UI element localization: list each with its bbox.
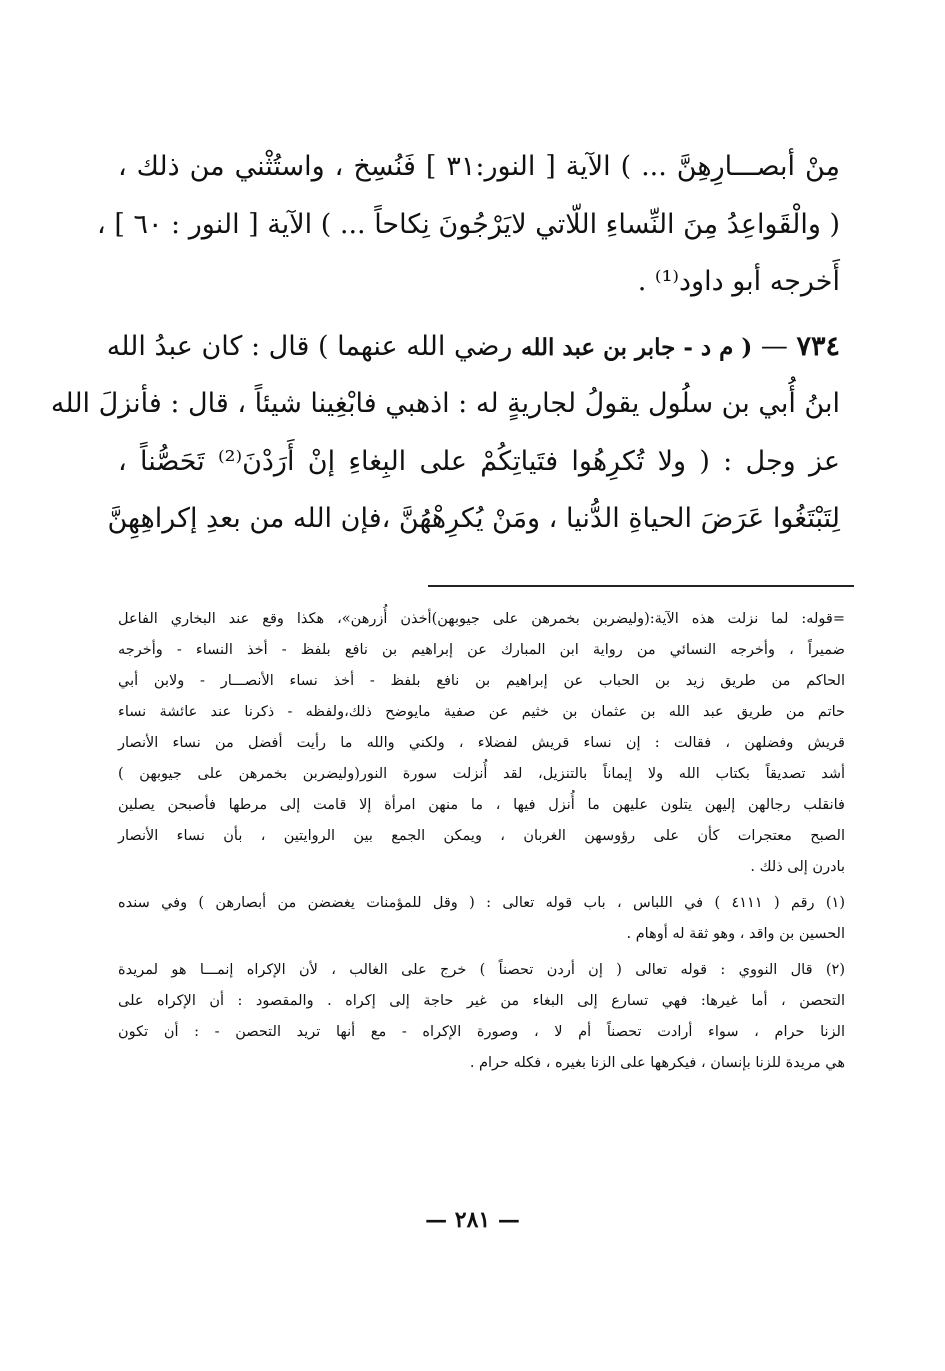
text-line: ( والْقَواعِدُ مِنَ النِّساءِ اللّاتي لايَرْجُونَ نِكاحاً ... ) الآية [ النور : ٦٠ ] ، [97, 208, 840, 240]
hadith-heading-line [106, 318, 840, 376]
footnote-1 [118, 888, 845, 950]
hadith-first-line-text: رضي الله عنهما ) قال : كان عبدُ الله [106, 330, 513, 362]
footnote-line: هي مريدة للزنا بإنسان ، فيكرهها على الزنا بغيره ، فكله حرام . [469, 1055, 845, 1071]
footnote-line: الحاكم من طريق زيد بن الحباب عن إبراهيم بن نافع بلفظ - أخذ نساء الأنصـــار - ولابن أبي [118, 673, 845, 689]
footnote-line: أشد تصديقاً بكتاب الله ولا إيماناً بالتنزيل، لقد أُنزلت سورة النور(وليضربن بخمرهن على جيوبهن ) [118, 766, 845, 782]
text-line: عز وجل : ( ولا تُكرِهُوا فتَياتِكُمْ على البِغاءِ إنْ أَرَدْنَ⁽²⁾ تَحَصُّناً ، [118, 445, 840, 477]
footnote-line: بادرن إلى ذلك . [750, 859, 845, 875]
footnote-line: (٢) قال النووي : قوله تعالى ( إن أردن تحصناً ) خرج على الغالب ، لأن الإكراه إنمـــا هو لمريدة [118, 962, 845, 978]
hadith-source-codes: ( م د - جابر بن عبد الله [521, 333, 753, 361]
text-line: أَخرجه أبو داود⁽¹⁾ . [637, 266, 840, 297]
footnote-line: قريش وفضلهن ، فقالت : إن نساء قريش لفضلاء ، ولكني والله ما رأيت أفضل من نساء الأنصار [118, 735, 845, 751]
paragraph-gap [118, 311, 840, 318]
text-line: مِنْ أبصـــارِهِنَّ ... ) الآية [ النور:٣١ ] فَنُسِخ ، واستُثْني من ذلك ، [118, 151, 840, 182]
footnote-line: فانقلب رجالهن إليهن يتلون عليهن ما أُنزل فيها ، ما منهن امرأة إلا قامت إلى مرطها فأصبحن يصلين [118, 797, 845, 813]
hadith-number: ٧٣٤ [796, 330, 840, 362]
footnote-continuation [118, 604, 845, 883]
footnote-line: ضميراً ، وأخرجه النسائي من رواية ابن المبارك عن إبراهيم بن نافع بلفظ - أخذ النساء - وأخرجه [118, 642, 845, 658]
footnote-line: حاتم من طريق عبد الله بن عثمان بن خثيم عن صفية مايوضح ذلك،ولفظه - ذكرنا عند عائشة نساء [118, 704, 845, 720]
footnote-line: =قوله: لما نزلت هذه الآية:(وليضربن بخمرهن على جيوبهن)أخذن أُزرهن»، هكذا وقع عند البخاري الفاعل [118, 611, 845, 627]
footnote-separator [428, 585, 854, 587]
text-line: ابنُ أُبي بن سلُول يقولُ لجاريةٍ له : اذهبي فابْغِينا شيئاً ، قال : فأنزلَ الله [50, 388, 840, 419]
footnote-2 [118, 955, 845, 1079]
hadith-dash: — [760, 330, 788, 362]
footnote-line: التحصن ، أما غيرها: فهي تسارع إلى البغاء من غير حاجة إلى إكراه . والمقصود : أن الإكراه على [118, 993, 845, 1009]
footnote-line: الحسين بن واقد ، وهو ثقة له أوهام . [626, 926, 845, 942]
page-number: — ٢٨١ — [425, 1207, 520, 1233]
main-text [50, 138, 840, 548]
footnote-line: الصبح معتجرات كأن على رؤوسهن الغربان ، ويمكن الجمع بين الروايتين ، بأن نساء الأنصار [118, 828, 845, 844]
footnotes [118, 604, 845, 1079]
footnote-line: الزنا حرام ، سواء أرادت تحصناً أم لا ، وصورة الإكراه - مع أنها تريد التحصن - : أن تكون [118, 1024, 845, 1040]
footnote-line: (١) رقم ( ٤١١١ ) في اللباس ، باب قوله تعالى : ( وقل للمؤمنات يغضضن من أبصارهن ) وفي سنده [118, 895, 845, 911]
text-line: لِتَبْتَغُوا عَرَضَ الحياةِ الدُّنيا ، ومَنْ يُكرِهْهُنَّ ،فإن الله من بعدِ إكراهِهِنَّ [107, 503, 840, 534]
